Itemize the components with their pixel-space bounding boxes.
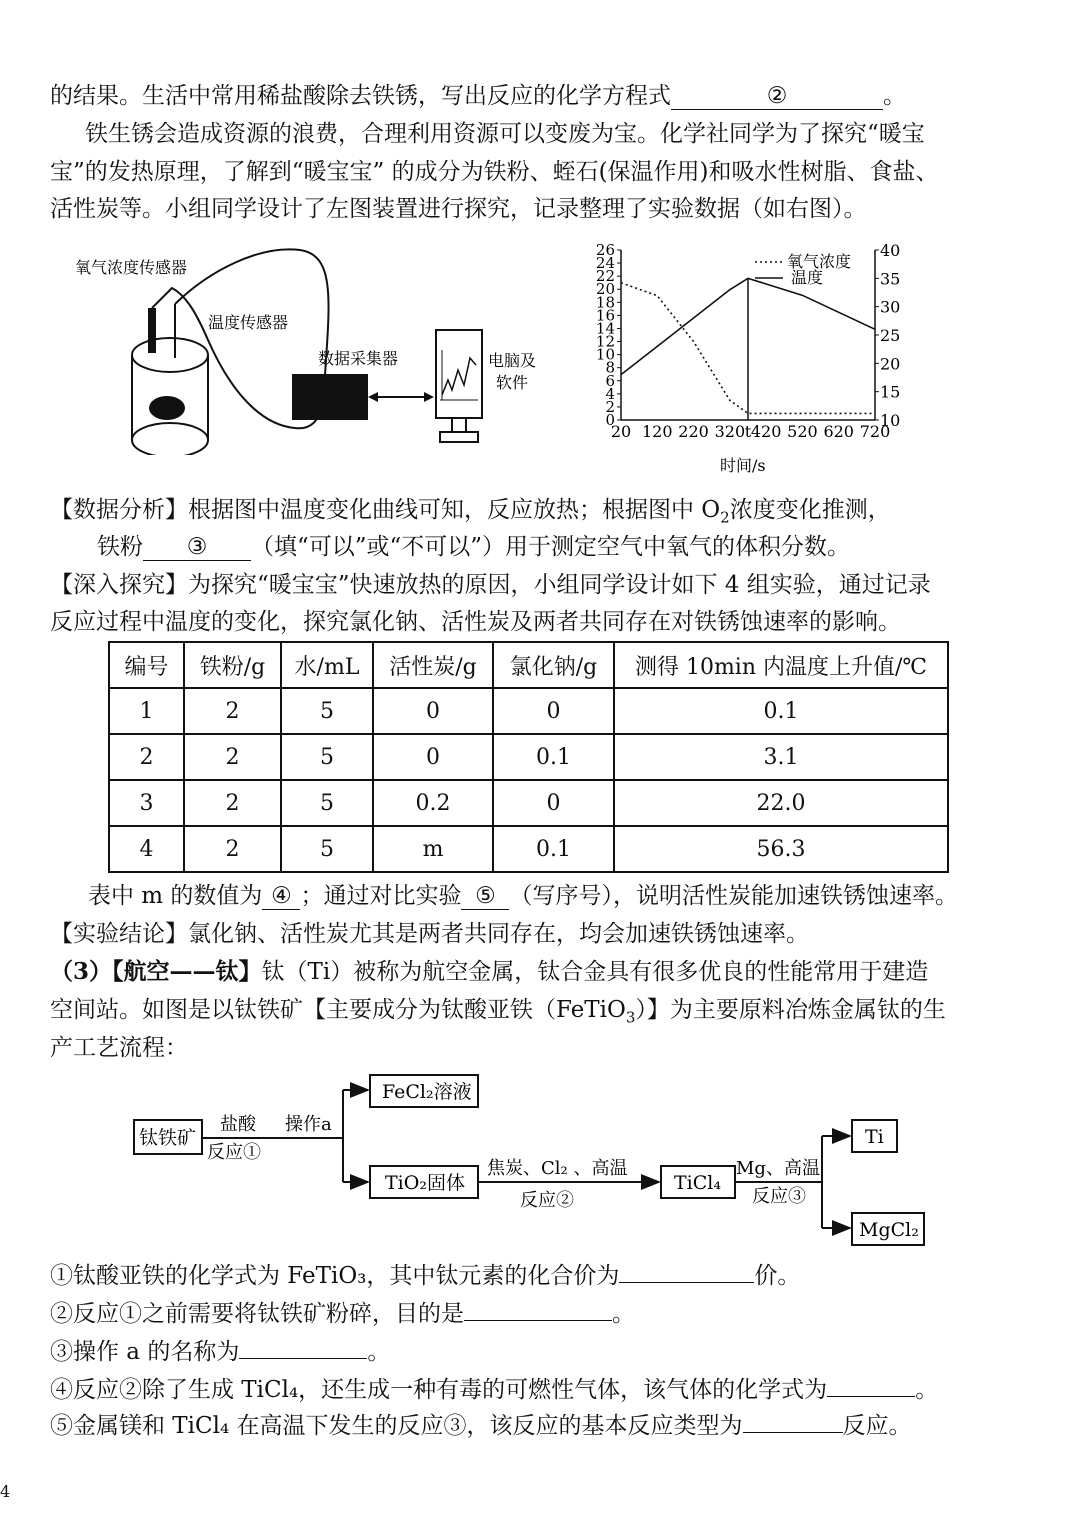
- legend-temperature: 温度: [791, 268, 824, 287]
- fecl2-label: FeCl₂溶液: [382, 1081, 472, 1103]
- x-tick-label: 20: [610, 422, 632, 441]
- text: 钛（Ti）被称为航空金属，钛合金具有很多优良的性能常用于建造: [261, 959, 929, 985]
- cell: 56.3: [614, 826, 948, 872]
- section-heading: （3）【航空——钛】: [50, 958, 262, 985]
- cell: 0.1: [614, 688, 948, 734]
- x-tick-label: 120: [642, 422, 673, 441]
- reaction2-condition: 焦炭、Cl₂ 、高温: [487, 1158, 628, 1179]
- right-tick-label: 35: [880, 269, 901, 289]
- right-tick-label: 15: [880, 382, 901, 402]
- left-tick-label: 10: [595, 345, 615, 364]
- text-line: [50, 994, 946, 1034]
- text: 价。: [754, 1263, 801, 1289]
- reaction2-label: 反应②: [520, 1190, 574, 1211]
- answer-blank-q1[interactable]: [619, 1282, 754, 1283]
- answer-blank-3[interactable]: ③: [143, 534, 251, 561]
- ticl4-label: TiCl₄: [674, 1172, 721, 1194]
- text: 。: [915, 1377, 939, 1403]
- left-tick-label: 0: [605, 411, 615, 429]
- text-line: 【实验结论】氯化钠、活性炭尤其是两者共同存在，均会加速铁锈蚀速率。: [50, 921, 809, 947]
- cell: 5: [281, 826, 373, 872]
- right-tick-label: 30: [880, 297, 901, 317]
- reaction1-label: 反应①: [207, 1142, 261, 1163]
- experiment-table: [108, 641, 949, 873]
- mgcl2-label: MgCl₂: [859, 1219, 919, 1241]
- chart-legend: [755, 252, 851, 287]
- question-3: [50, 1336, 390, 1368]
- left-tick-label: 14: [595, 319, 615, 338]
- question-2: [50, 1298, 635, 1330]
- oxygen-sensor-label: 氧气浓度传感器: [75, 258, 188, 277]
- x-tick-label: 320: [714, 422, 746, 441]
- text: 浓度变化推测，: [729, 497, 891, 523]
- table-header-row: [109, 642, 948, 688]
- header-cell: 活性炭/g: [373, 642, 493, 688]
- cell: 2: [184, 826, 281, 872]
- text-line: 【深入探究】为探究“暖宝宝”快速放热的原因，小组同学设计如下 4 组实验，通过记录: [50, 572, 931, 598]
- left-tick-label: 22: [595, 267, 615, 286]
- answer-blank-q5[interactable]: [743, 1432, 843, 1433]
- text-line: 反应过程中温度的变化，探究氯化钠、活性炭及两者共同存在对铁锈蚀速率的影响。: [50, 609, 901, 635]
- cell: 5: [281, 780, 373, 826]
- answer-blank-q4[interactable]: [827, 1396, 915, 1397]
- right-tick-label: 25: [880, 326, 901, 345]
- cell: 0: [493, 688, 614, 734]
- left-tick-label: 6: [605, 371, 615, 390]
- text: ①钛酸亚铁的化学式为 FeTiO₃，其中钛元素的化合价为: [50, 1263, 620, 1289]
- cell: 4: [109, 826, 184, 872]
- text: ）】为主要原料冶炼金属钛的生: [635, 997, 946, 1023]
- header-cell: 水/mL: [281, 642, 373, 688]
- header-cell: 铁粉/g: [184, 642, 281, 688]
- text-line: [50, 494, 891, 534]
- x-tick-label: 420: [750, 422, 782, 441]
- x-tick-label: 220: [678, 422, 709, 441]
- left-tick-label: 18: [595, 293, 615, 312]
- temp-sensor-label: 温度传感器: [208, 313, 289, 332]
- x-tick-label: t: [744, 422, 752, 441]
- left-tick-label: 8: [605, 358, 615, 377]
- reaction3-label: 反应③: [752, 1186, 806, 1207]
- text-line: [97, 531, 850, 563]
- x-tick-label: 720: [859, 422, 891, 441]
- reaction3-condition: Mg、高温: [736, 1158, 820, 1179]
- cell: 0.1: [493, 826, 614, 872]
- data-collector-box: [292, 374, 368, 420]
- cell: 22.0: [614, 780, 948, 826]
- cell: 2: [184, 688, 281, 734]
- text: ②反应①之前需要将钛铁矿粉碎，目的是: [50, 1301, 464, 1327]
- cell: 1: [109, 688, 184, 734]
- text: （填“可以”或“不可以”）用于测定空气中氧气的体积分数。: [251, 534, 851, 560]
- text: ；通过对比实验: [300, 883, 462, 909]
- text: 。: [612, 1301, 635, 1327]
- left-tick-label: 24: [595, 254, 615, 273]
- answer-blank-q3[interactable]: [239, 1358, 367, 1359]
- cell: 0.1: [493, 734, 614, 780]
- left-tick-label: 2: [605, 397, 615, 416]
- table-row: [109, 734, 948, 780]
- collector-label: 数据采集器: [318, 349, 399, 368]
- text: 。: [883, 83, 906, 109]
- subscript: 3: [625, 1008, 636, 1027]
- question-5: [50, 1410, 912, 1442]
- left-tick-label: 12: [595, 332, 615, 351]
- cell: 0: [493, 780, 614, 826]
- ti-label: Ti: [865, 1126, 884, 1148]
- answer-blank-2[interactable]: ②: [671, 83, 883, 110]
- page-number: 4: [0, 1482, 11, 1501]
- text: 空间站。如图是以钛铁矿【主要成分为钛酸亚铁（FeTiO: [50, 997, 626, 1023]
- heat-pack: [149, 396, 185, 420]
- oxygen-temperature-chart: [575, 238, 915, 478]
- cell: 0: [373, 734, 493, 780]
- cell: 3.1: [614, 734, 948, 780]
- text: 表中 m 的数值为: [88, 883, 263, 909]
- process-flow-diagram: [125, 1068, 945, 1253]
- cell: 3: [109, 780, 184, 826]
- table-row: [109, 826, 948, 872]
- text-line: 铁生锈会造成资源的浪费，合理利用资源可以变废为宝。化学社同学为了探究“暖宝: [85, 121, 925, 147]
- left-tick-label: 4: [605, 384, 615, 403]
- answer-blank-4[interactable]: ④: [262, 883, 300, 910]
- left-tick-label: 26: [595, 241, 615, 259]
- text-line: [50, 80, 906, 112]
- question-4: [50, 1374, 938, 1406]
- text: 反应。: [842, 1413, 912, 1439]
- cell: 0: [373, 688, 493, 734]
- cell: 2: [184, 780, 281, 826]
- table-row: [109, 780, 948, 826]
- computer-label-1: 电脑及: [488, 351, 537, 370]
- right-tick-label: 20: [880, 354, 901, 374]
- x-tick-label: 620: [823, 422, 854, 441]
- left-tick-label: 16: [595, 306, 615, 325]
- left-tick-label: 20: [595, 280, 615, 299]
- text: 【数据分析】根据图中温度变化曲线可知，反应放热；根据图中 O: [50, 497, 721, 523]
- oxygen-sensor-probe: [148, 308, 156, 353]
- cell: 5: [281, 688, 373, 734]
- text: ④反应②除了生成 TiCl₄，还生成一种有毒的可燃性气体，该气体的化学式为: [50, 1377, 828, 1403]
- computer-label-2: 软件: [496, 373, 529, 392]
- cell: 2: [109, 734, 184, 780]
- legend-oxygen: 氧气浓度: [787, 252, 852, 271]
- chart-xlabel: 时间/s: [720, 456, 766, 475]
- tio2-label: TiO₂固体: [385, 1172, 465, 1194]
- right-tick-label: 10: [880, 411, 901, 430]
- cell: m: [373, 826, 493, 872]
- text: 。: [367, 1339, 391, 1365]
- right-tick-label: 40: [880, 241, 901, 260]
- text: ⑤金属镁和 TiCl₄ 在高温下发生的反应③，该反应的基本反应类型为: [50, 1413, 743, 1439]
- text-line: 活性炭等。小组同学设计了左图装置进行探究，记录整理了实验数据（如右图）。: [50, 196, 867, 222]
- cell: 2: [184, 734, 281, 780]
- text: （写序号），说明活性炭能加速铁锈蚀速率。: [509, 883, 958, 909]
- header-cell: 氯化钠/g: [493, 642, 614, 688]
- text: 铁粉: [97, 534, 143, 560]
- apparatus-diagram: [60, 240, 560, 455]
- operation-a-label: 操作a: [285, 1114, 332, 1135]
- text-line: [88, 880, 958, 912]
- text: ③操作 a 的名称为: [50, 1339, 240, 1365]
- question-1: [50, 1260, 800, 1292]
- header-cell: 测得 10min 内温度上升值/℃: [614, 642, 948, 688]
- header-cell: 编号: [109, 642, 184, 688]
- answer-blank-q2[interactable]: [464, 1320, 612, 1321]
- table-row: [109, 688, 948, 734]
- cell: 0.2: [373, 780, 493, 826]
- x-tick-label: 520: [787, 422, 818, 441]
- text-line: [50, 956, 928, 988]
- subscript: 2: [720, 508, 730, 527]
- ore-label: 钛铁矿: [139, 1127, 197, 1149]
- acid-label: 盐酸: [220, 1114, 256, 1135]
- text-line: 宝”的发热原理，了解到“暖宝宝” 的成分为铁粉、蛭石(保温作用)和吸水性树脂、食盐、: [50, 159, 939, 185]
- text-line: 产工艺流程：: [50, 1035, 188, 1061]
- answer-blank-5[interactable]: ⑤: [461, 883, 509, 910]
- computer-stand: [440, 432, 478, 442]
- text: 的结果。生活中常用稀盐酸除去铁锈，写出反应的化学方程式: [50, 83, 671, 109]
- cell: 5: [281, 734, 373, 780]
